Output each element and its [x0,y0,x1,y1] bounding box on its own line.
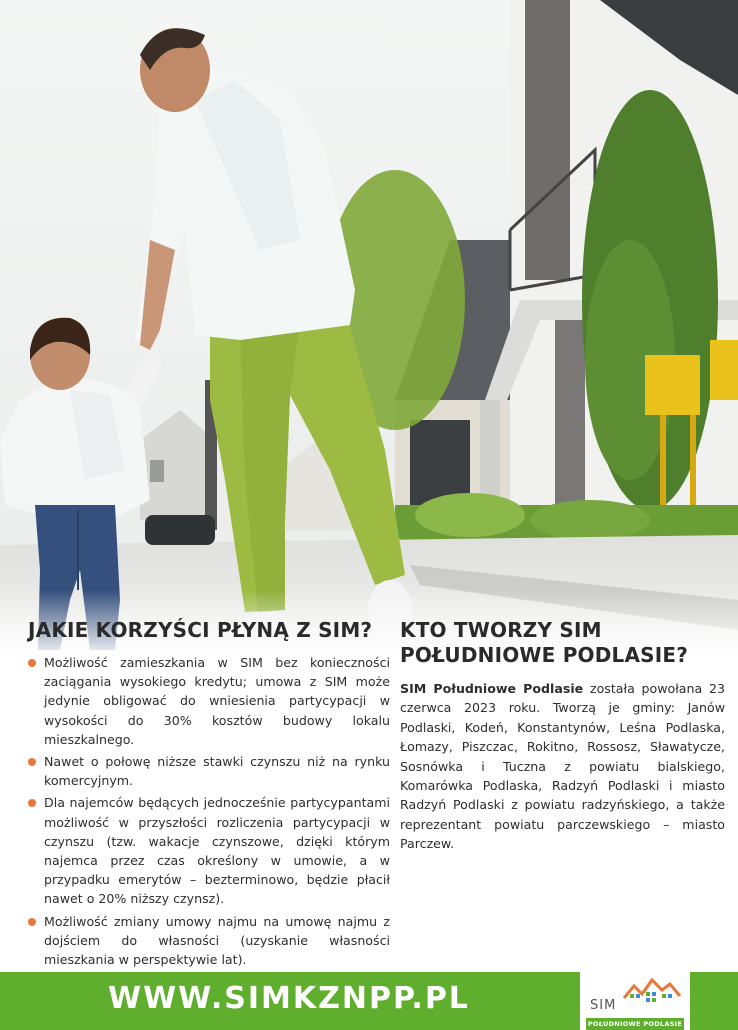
logo-text: SIM [590,998,617,1013]
bullet-icon [28,659,36,667]
about-body-bold: SIM Południowe Podlasie [400,681,584,696]
benefit-text: Możliwość zmiany umowy najmu na umowę najmu z dojściem do własności (uzyskanie własności mieszkania w perspektywie lat). [44,913,390,968]
benefit-text: Możliwość zamieszkania w SIM bez konieczności zaciągania wysokiego kredytu; umowa z SIM może jedynie obligować do wniesienia partycypacji w wysokości do 30% kosztów budowy lokalu mieszkalnego. [44,655,390,747]
about-body [400,679,725,854]
bullet-icon [28,758,36,766]
benefit-item [28,653,390,749]
houses-logo-icon [622,976,682,1006]
bullet-icon [28,918,36,926]
logo-subtext: POŁUDNIOWE PODLASIE [587,1020,683,1028]
benefit-item [28,793,390,908]
benefits-heading: JAKIE KORZYŚCI PŁYNĄ Z SIM? [28,618,373,642]
benefits-list [28,653,390,969]
sim-logo [580,972,690,1030]
about-heading [400,618,725,668]
about-section [400,618,725,854]
about-heading-line1: KTO TWORZY SIM [400,618,602,642]
benefit-text: Dla najemców będących jednocześnie partycypantami możliwość w przyszłości rozliczenia partycypacji w czynszu (tzw. wakacje czynszowe, dzięki którym najemca przez czas określony w umowie, a w przypadku emerytów – bezterminowo, będzie płacił nawet o 20% niższy czynsz). [44,795,390,907]
benefit-text: Nawet o połowę niższe stawki czynszu niż na rynku komercyjnym. [44,754,390,789]
website-url[interactable]: WWW.SIMKZNPP.PL [108,981,470,1016]
benefits-section [28,618,390,972]
benefit-item [28,752,390,790]
benefit-item [28,912,390,970]
about-heading-line2: POŁUDNIOWE PODLASIE? [400,643,689,667]
bullet-icon [28,799,36,807]
about-body-text: została powołana 23 czerwca 2023 roku. Tworzą je gminy: Janów Podlaski, Kodeń, Konstantynów, Leśna Podlaska, Łomazy, Piszczac, Rokitno, Rossosz, Sławatycze, Sosnówka i Tuczna z powiatu bialskiego, Komarówka Podlaska, Radzyń Podlaski i miasto Radzyń Podlaski z powiatu radzyńskiego, a także reprezentant powiatu parczewskiego – miasto Parczew. [400,681,725,852]
footer-banner [0,972,738,1030]
